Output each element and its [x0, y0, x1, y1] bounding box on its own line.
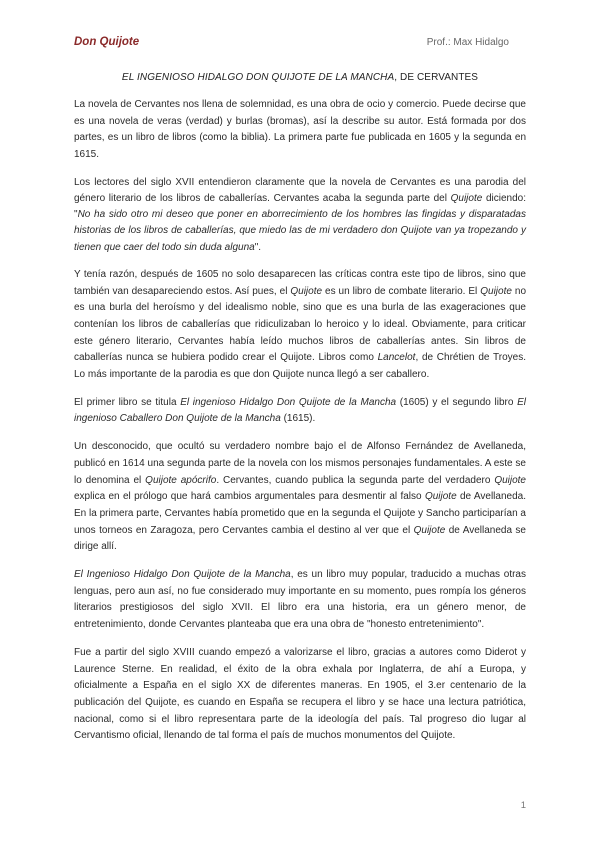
paragraph-1: La novela de Cervantes nos llena de solemnidad, es una obra de ocio y comercio. Puede decirse que es una novela de veras (verdad) y burlas (bromas), así la describe su autor. Está formada por dos partes, es un libro de libros (como la biblia). La primera parte fue publicada en 1605 y la segunda en 1615.: [74, 99, 526, 161]
paragraph-5: Un desconocido, que ocultó su verdadero nombre bajo el de Alfonso Fernández de Avellaneda, publicó en 1614 una segunda parte de la novela con los mismos personajes fundamentales. A este se lo denomina el Quijote apócrifo. Cervantes, cuando publica la segunda parte del verdadero Quijote explica en el prólogo que hará cambios argumentales para desmentir al falso Quijote de Avellaneda. En la primera parte, Cervantes había prometido que en la segunda el Quijote y Sancho participarían a unos torneos en Zaragoza, pero Cervantes cambia el destino al ver que el Quijote de Avellaneda se dirige allí.: [74, 441, 526, 553]
document-title: [74, 72, 526, 83]
paragraph-2: Los lectores del siglo XVII entendieron claramente que la novela de Cervantes es una parodia del género literario de los libros de caballerías. Cervantes acaba la segunda parte del Quijote diciendo: "No ha sido otro mi deseo que poner en aborrecimiento de los hombres las fingidas y disparatadas historias de los libros de caballerías, que miedo las de mi verdadero don Quijote van ya tropezando y tienen que caer del todo sin duda alguna".: [74, 176, 526, 253]
header-title: Don Quijote: [74, 36, 140, 48]
document-title-rest: , DE CERVANTES: [394, 72, 479, 83]
quote-text: No ha sido otro mi deseo que poner en aborrecimiento de los hombres las fingidas y disparatadas historias de los libros de caballerías, que miedo las de mi verdadero don Quijote van ya tropezando y tienen que caer del todo sin duda alguna: [74, 209, 526, 253]
page-number: 1: [520, 800, 526, 811]
paragraph-4: El primer libro se titula El ingenioso Hidalgo Don Quijote de la Mancha (1605) y el segundo libro El ingenioso Caballero Don Quijote de la Mancha (1615).: [74, 396, 527, 425]
paragraph-7: Fue a partir del siglo XVIII cuando empezó a valorizarse el libro, gracias a autores como Diderot y Laurence Sterne. En realidad, el éxito de la obra exhala por Inglaterra, de ahí a Europa, y oficialmente a España en el siglo XX de diferentes maneras. En 1905, el 3.er centenario de la publicación del Quijote, es cuando en España se recupera el libro y se hace una lectura patriótica, nacional, como si el libro representara parte de la ideología del país. Tal progreso dio lugar al Cervantismo oficial, llenando de tal forma el país de muchos monumentos del Quijote.: [74, 646, 526, 742]
document-body: [74, 97, 526, 756]
paragraph-3: Y tenía razón, después de 1605 no solo desaparecen las críticas contra este tipo de libros, sino que también van desapareciendo estos. Así pues, el Quijote es un libro de combate literario. El Quijote no es una burla del heroísmo y del idealismo noble, sino que es una burla de las exageraciones que contenían los libros de caballerías que ridiculizaban lo heroico y lo ideal. Obviamente, para criticar este género literario, Cervantes había leído muchos libros de caballerías antes. Sin libros de caballerías nunca se hubiera podido crear el Quijote. Libros como Lancelot, de Chrétien de Troyes. Lo más importante de la parodia es que don Quijote nunca llegó a ser caballero.: [74, 268, 526, 381]
header-author: Prof.: Max Hidalgo: [426, 37, 509, 48]
document-title-italic: EL INGENIOSO HIDALGO DON QUIJOTE DE LA MANCHA: [121, 72, 395, 83]
paragraph-6: El Ingenioso Hidalgo Don Quijote de la Mancha, es un libro muy popular, traducido a muchas otras lenguas, pero aun así, no fue considerado muy importante en su momento, pues rompía los géneros literarios prestigiosos del siglo XVII. El libro era una historia, era un género menor, de entretenimiento, donde Cervantes planteaba que era una obra de "honesto entretenimiento".: [74, 569, 526, 631]
